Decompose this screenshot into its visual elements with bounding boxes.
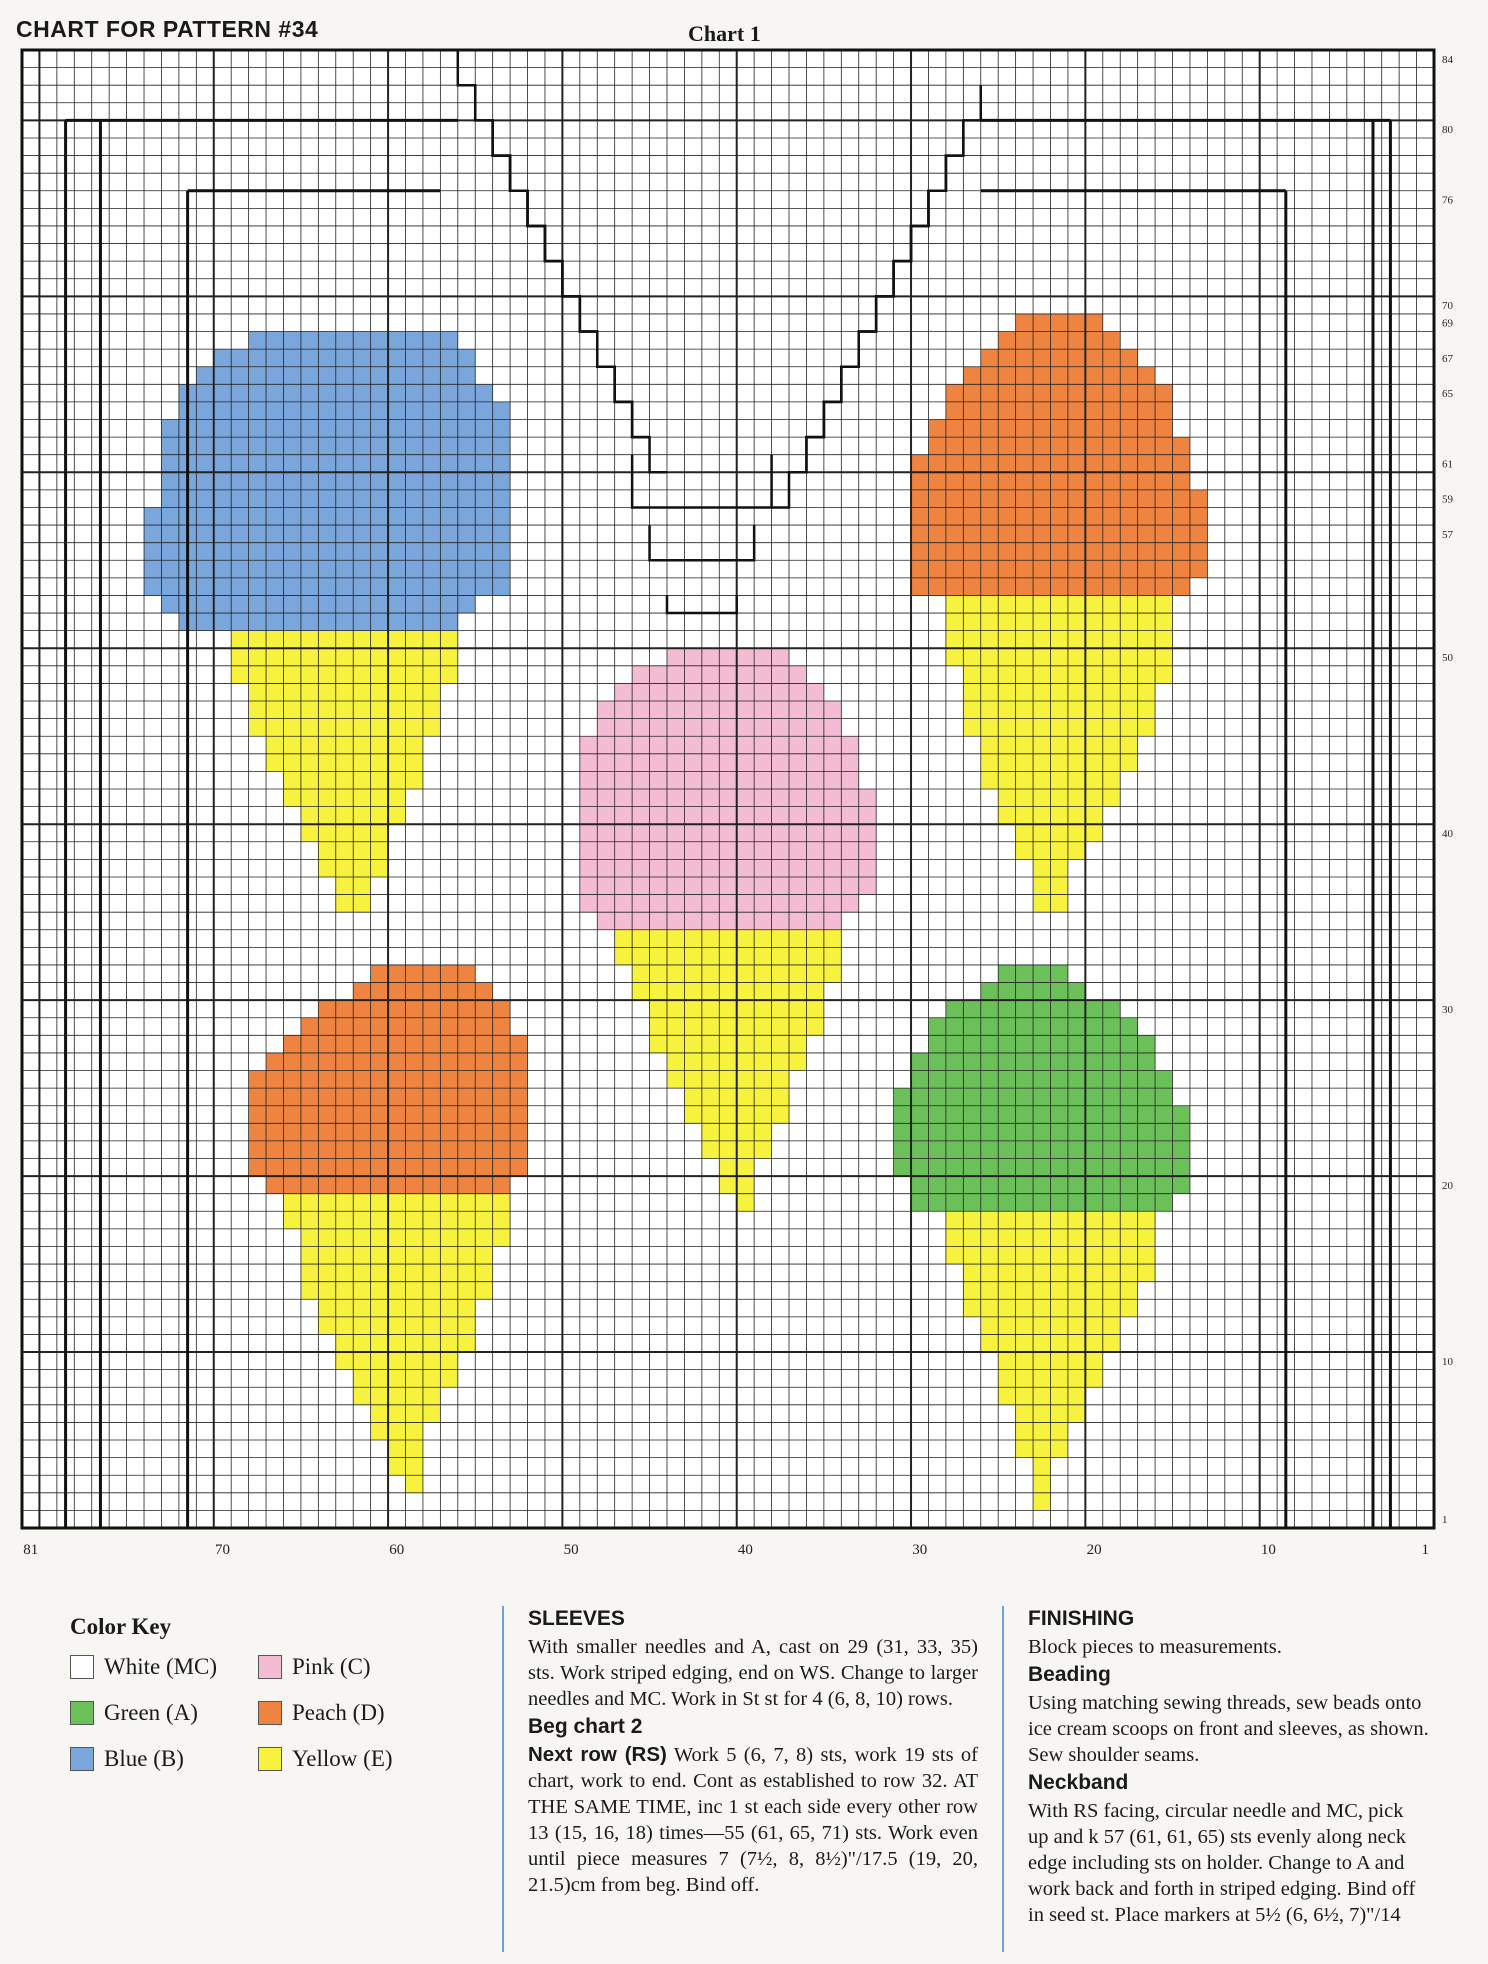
neckband-line: With RS facing, circular needle and MC, pick [1028, 1800, 1404, 1822]
peach-ice-cream-cone-top-scoop-row [911, 525, 1207, 543]
green-ice-cream-cone-scoop-row [911, 1194, 1172, 1212]
peach-ice-cream-cone-top-cone-row [963, 701, 1155, 719]
peach-ice-cream-cone-bottom-cone-row [318, 1299, 475, 1317]
pink-ice-cream-cone-scoop-row [580, 824, 876, 842]
peach-ice-cream-cone-bottom-cone-row [301, 1282, 493, 1300]
peach-ice-cream-cone-top-scoop-row [946, 402, 1173, 420]
row-number: 1 [1442, 1514, 1448, 1527]
peach-ice-cream-cone-top-scoop-row [998, 332, 1120, 350]
peach-ice-cream-cone-bottom-scoop-row [318, 1000, 510, 1018]
peach-ice-cream-cone-top-scoop-row [981, 349, 1138, 367]
neckband-heading: Neckband [1028, 1771, 1129, 1794]
color-key-heading: Color Key [70, 1614, 172, 1639]
pink-ice-cream-cone-scoop-row [580, 807, 876, 825]
row-number: 67 [1442, 352, 1453, 365]
green-ice-cream-cone-cone-row [1033, 1458, 1050, 1476]
green-ice-cream-cone-cone-row [963, 1264, 1155, 1282]
blue-ice-cream-cone-cone-row [301, 824, 388, 842]
peach-ice-cream-cone-top-cone-row [946, 595, 1173, 613]
green-ice-cream-cone-scoop-row [911, 1071, 1172, 1089]
peach-ice-cream-cone-top-scoop-row [946, 384, 1173, 402]
column-number: 40 [737, 1542, 753, 1558]
row-number: 61 [1442, 458, 1453, 471]
peach-ice-cream-cone-top-cone-row [998, 789, 1120, 807]
blue-ice-cream-cone-scoop-row [144, 560, 510, 578]
pink-ice-cream-cone-cone-row [737, 1194, 754, 1212]
neckband-line: edge including sts on holder. Change to A and [1028, 1852, 1405, 1874]
sleeves-section [528, 1604, 978, 1898]
blue-ice-cream-cone-cone-row [249, 719, 441, 737]
green-swatch [70, 1701, 94, 1725]
column-number: 10 [1260, 1542, 1276, 1558]
green-ice-cream-cone-scoop-row [894, 1159, 1190, 1177]
peach-ice-cream-cone-bottom-cone-row [301, 1246, 493, 1264]
column-divider-left [502, 1606, 504, 1952]
column-number: 81 [23, 1542, 39, 1558]
peach-ice-cream-cone-top-cone-row [946, 648, 1173, 666]
blue-ice-cream-cone-cone-row [249, 701, 441, 719]
column-number: 20 [1086, 1542, 1102, 1558]
finishing-heading: FINISHING [1028, 1607, 1135, 1630]
pink-ice-cream-cone-scoop-row [580, 877, 876, 895]
green-ice-cream-cone-scoop-row [928, 1035, 1155, 1053]
next-row-label: Next row (RS) [528, 1743, 667, 1766]
row-number: 84 [1442, 53, 1453, 66]
peach-ice-cream-cone-top-cone-row [963, 683, 1155, 701]
peach-ice-cream-cone-bottom-cone-row [353, 1387, 440, 1405]
finishing-text: Block pieces to measurements. [1028, 1636, 1282, 1658]
green-ice-cream-cone-cone-row [1016, 1440, 1068, 1458]
blue-ice-cream-cone-cone-row [231, 666, 458, 684]
column-number: 60 [389, 1542, 405, 1558]
pink-ice-cream-cone-scoop-row [580, 789, 876, 807]
pink-ice-cream-cone-cone-row [632, 983, 824, 1001]
peach-ice-cream-cone-bottom-cone-row [336, 1352, 458, 1370]
row-number: 20 [1442, 1179, 1453, 1192]
pink-ice-cream-cone-cone-row [650, 1035, 807, 1053]
pink-swatch [258, 1655, 282, 1679]
row-number: 70 [1442, 300, 1453, 313]
peach-ice-cream-cone-top-cone-row [946, 631, 1173, 649]
peach-ice-cream-cone-top-cone-row [981, 754, 1138, 772]
peach-ice-cream-cone-top-scoop-row [963, 367, 1155, 385]
green-ice-cream-cone-cone-row [1033, 1493, 1050, 1511]
column-number: 30 [912, 1542, 928, 1558]
row-number: 76 [1442, 194, 1453, 207]
green-ice-cream-cone-scoop-row [894, 1106, 1190, 1124]
row-number: 40 [1442, 827, 1453, 840]
pink-ice-cream-cone-cone-row [615, 930, 842, 948]
row-number: 65 [1442, 388, 1453, 401]
peach-ice-cream-cone-top-cone-row [1016, 824, 1103, 842]
green-ice-cream-cone-scoop-row [894, 1141, 1190, 1159]
color-key [70, 1614, 458, 1772]
peach-ice-cream-cone-bottom-cone-row [283, 1194, 510, 1212]
peach-ice-cream-cone-top-cone-row [963, 719, 1155, 737]
pink-ice-cream-cone-scoop-row [580, 842, 876, 860]
beading-line: Sew shoulder seams. [1028, 1744, 1200, 1766]
key-label-green: Green (A) [104, 1700, 198, 1725]
green-ice-cream-cone-scoop-row [894, 1123, 1190, 1141]
peach-ice-cream-cone-bottom-cone-row [301, 1264, 493, 1282]
pink-ice-cream-cone-scoop-row [580, 859, 876, 877]
green-ice-cream-cone-cone-row [1033, 1475, 1050, 1493]
peach-swatch [258, 1701, 282, 1725]
page-title: CHART FOR PATTERN #34 [16, 16, 319, 42]
key-item-white [70, 1654, 258, 1680]
pink-ice-cream-cone-scoop-row [667, 648, 789, 666]
key-label-yellow: Yellow (E) [292, 1746, 393, 1771]
neckband-line: in seed st. Place markers at 5½ (6, 6½, 7)"/14 [1028, 1904, 1401, 1926]
blue-ice-cream-cone-scoop-row [144, 507, 510, 525]
next-row-paragraph [528, 1742, 978, 1898]
chart-title: Chart 1 [688, 21, 761, 46]
blue-ice-cream-cone-cone-row [231, 631, 458, 649]
key-label-pink: Pink (C) [292, 1654, 371, 1679]
beg-chart-heading: Beg chart 2 [528, 1715, 643, 1738]
peach-ice-cream-cone-bottom-cone-row [406, 1475, 423, 1493]
sleeves-heading: SLEEVES [528, 1607, 625, 1630]
key-item-green [70, 1700, 258, 1726]
row-number: 10 [1442, 1355, 1453, 1368]
peach-ice-cream-cone-top-scoop-row [911, 507, 1207, 525]
key-item-peach [258, 1700, 458, 1726]
row-number: 59 [1442, 493, 1453, 506]
column-number: 70 [214, 1542, 230, 1558]
peach-ice-cream-cone-top-cone-row [946, 613, 1173, 631]
key-item-yellow [258, 1746, 458, 1772]
blue-ice-cream-cone-scoop-row [144, 543, 510, 561]
beading-line: ice cream scoops on front and sleeves, as shown. [1028, 1718, 1429, 1740]
row-number: 69 [1442, 317, 1453, 330]
neckband-line: up and k 57 (61, 61, 65) sts evenly along neck [1028, 1826, 1407, 1848]
peach-ice-cream-cone-top-scoop-row [1016, 314, 1103, 332]
blue-ice-cream-cone-cone-row [266, 736, 423, 754]
next-row-text: Work 5 (6, 7, 8) sts, work 19 sts of chart, work to end. Cont as established to row 32. AT THE SAME TIME, inc 1 st each side every other row 13 (15, 16, 18) times—55 (61, 65, 71) sts. Work even until piece measures 7 (7½, 8, 8½)"/17.5 (19, 20, 21.5)cm from beg. Bind off. [528, 1744, 978, 1896]
row-number: 57 [1442, 528, 1453, 541]
blue-ice-cream-cone-scoop-row [214, 349, 475, 367]
peach-ice-cream-cone-top-scoop-row [911, 543, 1207, 561]
key-label-peach: Peach (D) [292, 1700, 385, 1725]
key-label-white: White (MC) [104, 1654, 218, 1679]
pink-ice-cream-cone-cone-row [667, 1071, 789, 1089]
white-swatch [70, 1655, 94, 1679]
peach-ice-cream-cone-bottom-scoop-row [266, 1053, 527, 1071]
beading-line: Using matching sewing threads, sew beads onto [1028, 1692, 1422, 1714]
peach-ice-cream-cone-bottom-cone-row [318, 1317, 475, 1335]
key-label-blue: Blue (B) [104, 1746, 184, 1771]
color-key-grid [70, 1654, 458, 1772]
green-ice-cream-cone-cone-row [1016, 1422, 1068, 1440]
sleeves-text: With smaller needles and A, cast on 29 (31, 33, 35) sts. Work striped edging, end on WS. Change to larger needles and MC. Work in St st for 4 (6, 8, 10) rows. [528, 1636, 978, 1710]
peach-ice-cream-cone-top-scoop-row [911, 490, 1207, 508]
pink-ice-cream-cone-cone-row [615, 947, 842, 965]
beading-heading: Beading [1028, 1663, 1111, 1686]
blue-ice-cream-cone-cone-row [231, 648, 458, 666]
blue-ice-cream-cone-scoop-row [179, 402, 510, 420]
blue-ice-cream-cone-scoop-row [144, 578, 510, 596]
neckband-line: work back and forth in striped edging. Bind off [1028, 1878, 1416, 1900]
peach-ice-cream-cone-top-cone-row [981, 736, 1138, 754]
peach-ice-cream-cone-top-scoop-row [911, 560, 1207, 578]
column-divider-right [1002, 1606, 1004, 1952]
row-number: 50 [1442, 652, 1453, 665]
finishing-section [1028, 1604, 1488, 1928]
row-number: 30 [1442, 1003, 1453, 1016]
key-item-pink [258, 1654, 458, 1680]
peach-ice-cream-cone-bottom-cone-row [283, 1211, 510, 1229]
column-number: 50 [563, 1542, 579, 1558]
blue-swatch [70, 1747, 94, 1771]
green-ice-cream-cone-cone-row [998, 1387, 1085, 1405]
column-number: 1 [1421, 1542, 1430, 1558]
peach-ice-cream-cone-top-scoop-row [928, 437, 1189, 455]
row-number: 80 [1442, 124, 1453, 137]
blue-ice-cream-cone-cone-row [266, 754, 423, 772]
peach-ice-cream-cone-bottom-cone-row [371, 1422, 423, 1440]
key-item-blue [70, 1746, 258, 1772]
blue-ice-cream-cone-scoop-row [144, 525, 510, 543]
yellow-swatch [258, 1747, 282, 1771]
blue-ice-cream-cone-cone-row [249, 683, 441, 701]
